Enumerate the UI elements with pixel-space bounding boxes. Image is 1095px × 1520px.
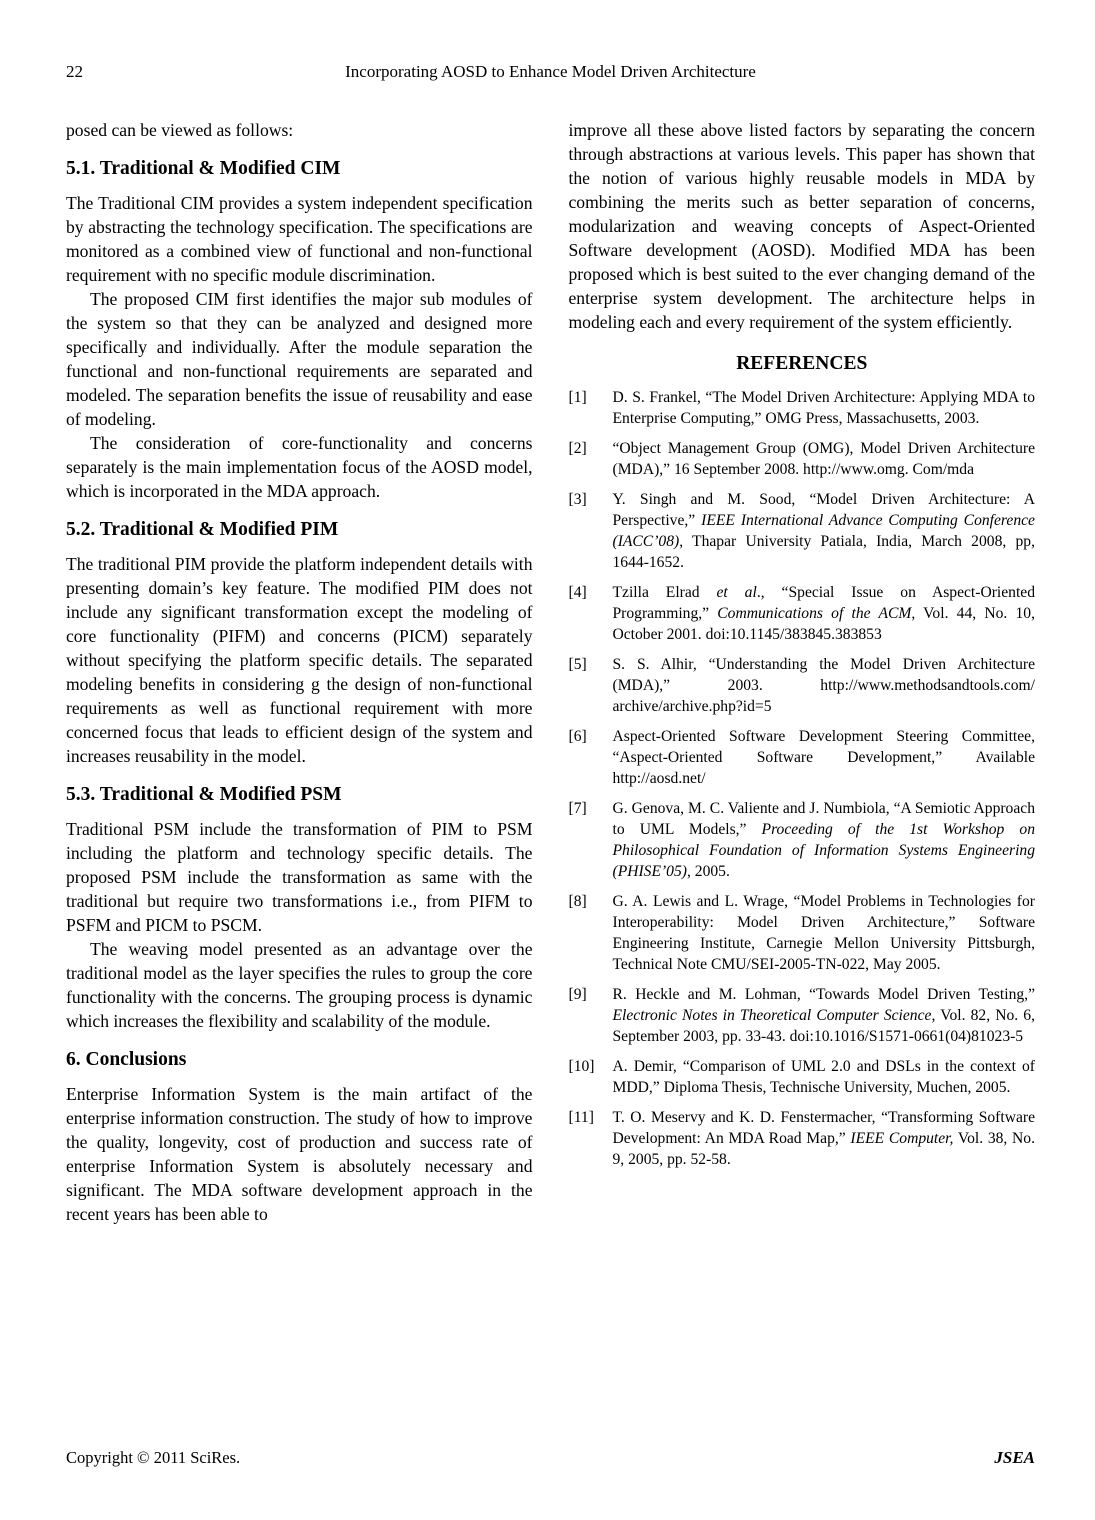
references-list xyxy=(569,387,1036,1170)
two-column-body xyxy=(66,118,1035,1226)
reference-item xyxy=(569,798,1036,882)
reference-item xyxy=(569,891,1036,975)
reference-text: G. Genova, M. C. Valiente and J. Numbiola, “A Semiotic Approach to UML Models,” Proceeding of the 1st Workshop on Philosophical Foundation of Information Systems Engineering (PHISE’05), 2005. xyxy=(612,800,1036,880)
reference-item xyxy=(569,489,1036,573)
paragraph: The consideration of core-functionality and concerns separately is the main implementation focus of the AOSD model, which is incorporated in the MDA approach. xyxy=(66,433,533,501)
reference-text: D. S. Frankel, “The Model Driven Architecture: Applying MDA to Enterprise Computing,” OMG Press, Massachusetts, 2003. xyxy=(612,389,1035,427)
paragraph-continuation: improve all these above listed factors by separating the concern through abstractions at various levels. This paper has shown that the notion of various highly reusable models in MDA by combining the merits such as better separation of concerns, modularization and weaving concepts of Aspect-Oriented Software development (AOSD). Modified MDA has been proposed which is best suited to the ever changing demand of the enterprise system development. The architecture helps in modeling each and every requirement of the system efficiently. xyxy=(568,120,1035,332)
page-number: 22 xyxy=(66,62,83,81)
reference-number: [1] xyxy=(568,389,587,406)
reference-text: R. Heckle and M. Lohman, “Towards Model Driven Testing,” Electronic Notes in Theoretical Computer Science, Vol. 82, No. 6, September 2003, pp. 33-43. doi:10.1016/S1571-0661(04)81023-5 xyxy=(612,986,1035,1045)
reference-number: [3] xyxy=(568,491,587,508)
reference-text: S. S. Alhir, “Understanding the Model Driven Architecture (MDA),” 2003. http://www.methodsandtools.com/ archive/archive.php?id=5 xyxy=(612,656,1035,715)
page-header xyxy=(66,62,1035,82)
paragraph: The Traditional CIM provides a system independent specification by abstracting the technology specification. The specifications are monitored as a combined view of functional and non-functional requirement with no specific module discrimination. xyxy=(66,193,533,285)
reference-number: [6] xyxy=(568,728,587,745)
reference-text: A. Demir, “Comparison of UML 2.0 and DSLs in the context of MDD,” Diploma Thesis, Technische University, Muchen, 2005. xyxy=(612,1058,1035,1096)
paragraph: Traditional PSM include the transformation of PIM to PSM including the platform and technology specific details. The proposed PSM include the transformation as same with the traditional but require two transformations i.e., from PIFM to PSFM and PICM to PSCM. xyxy=(66,819,533,935)
reference-text: Y. Singh and M. Sood, “Model Driven Architecture: A Perspective,” IEEE International Advance Computing Conference (IACC’08), Thapar University Patiala, India, March 2008, pp, 1644-1652. xyxy=(612,491,1035,571)
page-footer xyxy=(66,1448,1035,1468)
reference-number: [10] xyxy=(568,1058,595,1075)
section-heading-5-1: 5.1. Traditional & Modified CIM xyxy=(66,158,341,179)
reference-number: [2] xyxy=(568,440,587,457)
reference-item xyxy=(569,387,1036,429)
running-title: Incorporating AOSD to Enhance Model Driven Architecture xyxy=(345,62,756,81)
paragraph: The weaving model presented as an advantage over the traditional model as the layer specifies the rules to group the core functionality with the concerns. The grouping process is dynamic which increases the flexibility and scalability of the module. xyxy=(66,939,533,1031)
reference-item xyxy=(569,1107,1036,1170)
section-heading-conclusions: 6. Conclusions xyxy=(66,1049,187,1070)
section-heading-5-3: 5.3. Traditional & Modified PSM xyxy=(66,784,342,805)
reference-text: “Object Management Group (OMG), Model Driven Architecture (MDA),” 16 September 2008. http://www.omg. Com/mda xyxy=(612,440,1035,478)
reference-item xyxy=(569,438,1036,480)
paragraph: The proposed CIM first identifies the major sub modules of the system so that they can be analyzed and designed more specifically and individually. After the module separation the functional and non-functional requirements are separated and modeled. The separation benefits the issue of reusability and ease of modeling. xyxy=(66,289,533,429)
reference-text: T. O. Meservy and K. D. Fenstermacher, “Transforming Software Development: An MDA Road Map,” IEEE Computer, Vol. 38, No. 9, 2005, pp. 52-58. xyxy=(612,1109,1035,1168)
reference-item xyxy=(569,654,1036,717)
right-column xyxy=(569,118,1036,1226)
reference-item xyxy=(569,1056,1036,1098)
reference-number: [4] xyxy=(568,584,587,601)
reference-number: [8] xyxy=(568,893,587,910)
copyright-notice: Copyright © 2011 SciRes. xyxy=(66,1448,241,1467)
paragraph-continuation: posed can be viewed as follows: xyxy=(66,120,294,140)
reference-number: [5] xyxy=(568,656,587,673)
journal-code: JSEA xyxy=(994,1448,1035,1467)
reference-text: Aspect-Oriented Software Development Steering Committee, “Aspect-Oriented Software Development,” Available http://aosd.net/ xyxy=(612,728,1035,787)
reference-text: Tzilla Elrad et al., “Special Issue on Aspect-Oriented Programming,” Communications of the ACM, Vol. 44, No. 10, October 2001. doi:10.1145/383845.383853 xyxy=(612,584,1035,643)
reference-number: [7] xyxy=(568,800,587,817)
references-heading: REFERENCES xyxy=(736,353,868,374)
reference-text: G. A. Lewis and L. Wrage, “Model Problems in Technologies for Interoperability: Model Driven Architecture,” Software Engineering Institute, Carnegie Mellon University Pittsburgh, Technical Note CMU/SEI-2005-TN-022, May 2005. xyxy=(612,893,1035,973)
reference-item xyxy=(569,582,1036,645)
section-heading-5-2: 5.2. Traditional & Modified PIM xyxy=(66,519,339,540)
paragraph: Enterprise Information System is the main artifact of the enterprise information construction. The study of how to improve the quality, longevity, cost of production and success rate of enterprise Information System is absolutely necessary and significant. The MDA software development approach in the recent years has been able to xyxy=(66,1084,533,1224)
reference-item xyxy=(569,984,1036,1047)
reference-number: [11] xyxy=(568,1109,594,1126)
left-column xyxy=(66,118,533,1226)
reference-number: [9] xyxy=(568,986,587,1003)
reference-item xyxy=(569,726,1036,789)
paragraph: The traditional PIM provide the platform independent details with presenting domain’s key feature. The modified PIM does not include any significant transformation except the modeling of core functionality (PIFM) and concerns (PICM) separately without specifying the platform specific details. The separated modeling benefits in considering g the design of non-functional requirements as well as functional requirement with more concerned focus that leads to efficient design of the system and increases reusability in the model. xyxy=(66,554,533,766)
